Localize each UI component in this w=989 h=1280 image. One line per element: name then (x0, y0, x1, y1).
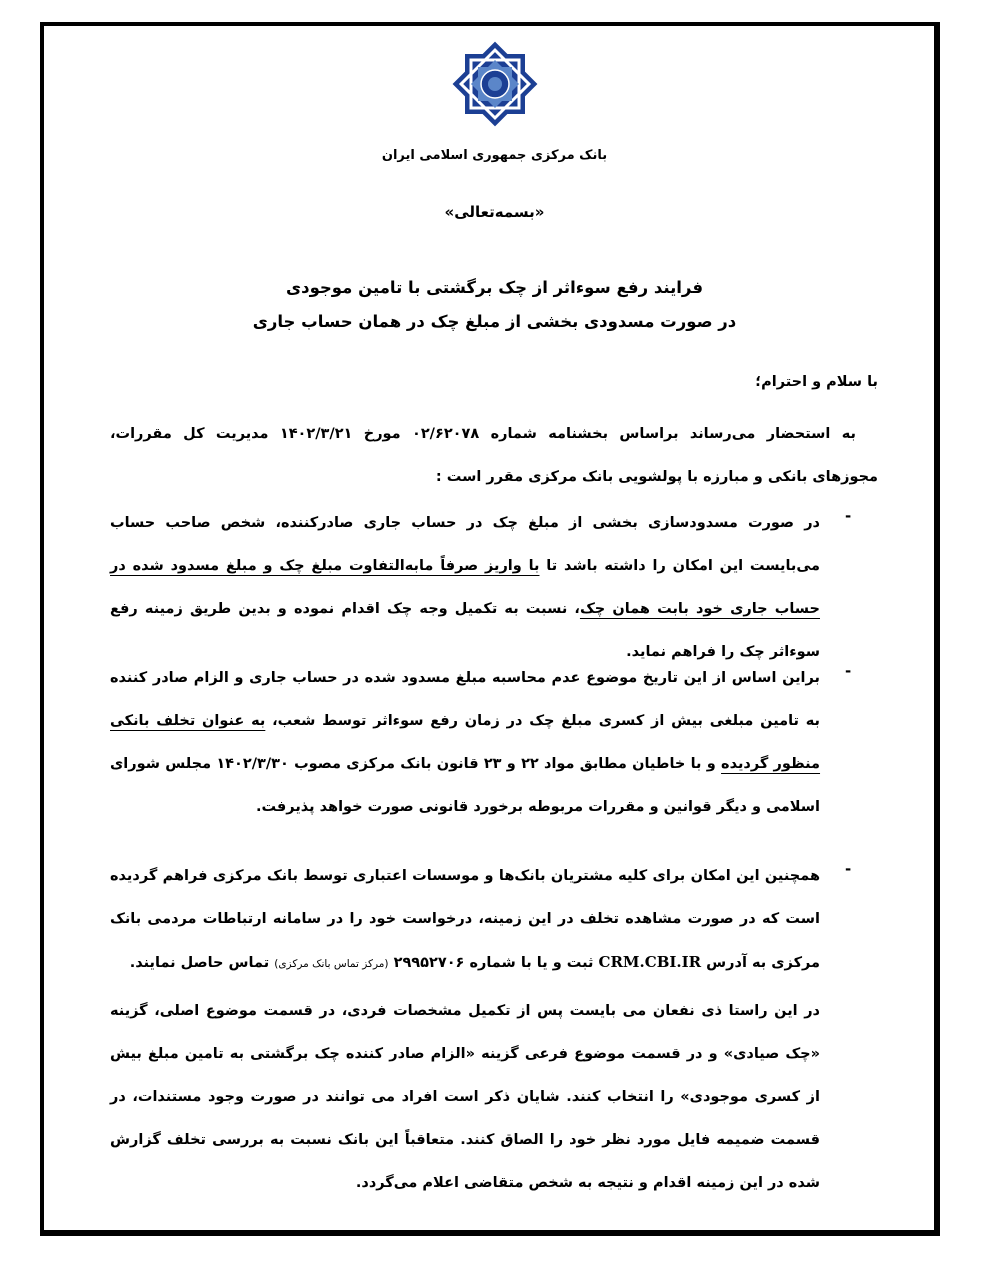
paragraph-1-text-a: در صورت مسدودسازی بخشی از مبلغ چک در حساب جاری صادرکننده، شخص صاحب حساب می‌بایست این امکان را داشته باشد تا (110, 515, 820, 574)
bullet-1: - (845, 507, 852, 525)
title-line-1: فرایند رفع سوءاثر از چک برگشتی با تامین موجودی (285, 278, 704, 297)
paragraph-3-text-b: ثبت و یا با شماره ۲۹۹۵۲۷۰۶ (388, 955, 599, 971)
paragraph-2-text-b: و با خاطیان مطابق مواد ۲۲ و ۲۳ قانون بانک مرکزی مصوب ۱۴۰۲/۳/۳۰ مجلس شورای اسلامی و دیگر قوانین و مقررات مربوطه برخورد قانونی صورت خواهد پذیرفت. (110, 756, 820, 815)
central-bank-logo-icon (450, 38, 540, 130)
paragraph-3 (110, 855, 820, 986)
paragraph-2 (110, 657, 820, 829)
bullet-2: - (845, 662, 852, 680)
basmala-heading: «بسمه‌تعالی» (444, 203, 545, 221)
paragraph-3-text-a: همچنین این امکان برای کلیه مشتریان بانک‌ها و موسسات اعتباری توسط بانک مرکزی فراهم گردیده است که در صورت مشاهده تخلف در این زمینه، درخواست خود را در سامانه ارتباطات مردمی بانک مرکزی به آدرس (110, 868, 820, 971)
crm-url-link[interactable]: CRM.CBI.IR (598, 953, 702, 971)
paragraph-3-text-c: تماس حاصل نمایند. (129, 955, 275, 971)
call-center-note: (مرکز تماس بانک مرکزی) (274, 958, 389, 970)
intro-paragraph: به استحضار می‌رساند براساس بخشنامه شماره ۰۲/۶۲۰۷۸ مورخ ۱۴۰۲/۳/۲۱ مدیریت کل مقررات، مجوزهای بانکی و مبارزه با پولشویی بانک مرکزی مقرر است : (110, 426, 878, 485)
bank-name: بانک مرکزی جمهوری اسلامی ایران (381, 148, 608, 163)
paragraph-2-underlined: به عنوان تخلف بانکی منظور گردیده (110, 713, 821, 772)
paragraph-4: در این راستا ذی نفعان می بایست پس از تکمیل مشخصات فردی، در قسمت موضوع اصلی، گزینه «چک صیادی» و در قسمت موضوع فرعی گزینه «الزام صادر کننده چک برگشتی به تامین مبلغ بیش از کسری موجودی» را انتخاب کنند. شایان ذکر است افراد می توانند در صورت وجود مستندات، در قسمت ضمیمه فایل مورد نظر خود را الصاق کنند. متعاقباً این بانک نسبت به بررسی تخلف گزارش شده در این زمینه اقدام و نتیجه به شخص متقاضی اعلام می‌گردد. (110, 1003, 820, 1191)
title-line-2: در صورت مسدودی بخشی از مبلغ چک در همان حساب جاری (252, 312, 737, 331)
paragraph-1-underlined: با واریز صرفاً مابه‌التفاوت مبلغ چک و مبلغ مسدود شده در حساب جاری خود بابت همان چک (110, 558, 820, 617)
paragraph-1-text-b: ، نسبت به تکمیل وجه چک اقدام نموده و بدین طریق زمینه رفع سوءاثر چک را فراهم نماید. (110, 601, 820, 660)
paragraph-1 (110, 502, 820, 674)
paragraph-2-text-a: براین اساس از این تاریخ موضوع عدم محاسبه مبلغ مسدود شده در حساب جاری و الزام صادر کننده به تامین مبلغی بیش از کسری مبلغ چک در زمان رفع سوءاثر توسط شعب، (110, 670, 820, 729)
bullet-3: - (845, 860, 852, 878)
greeting: با سلام و احترام؛ (755, 374, 878, 390)
